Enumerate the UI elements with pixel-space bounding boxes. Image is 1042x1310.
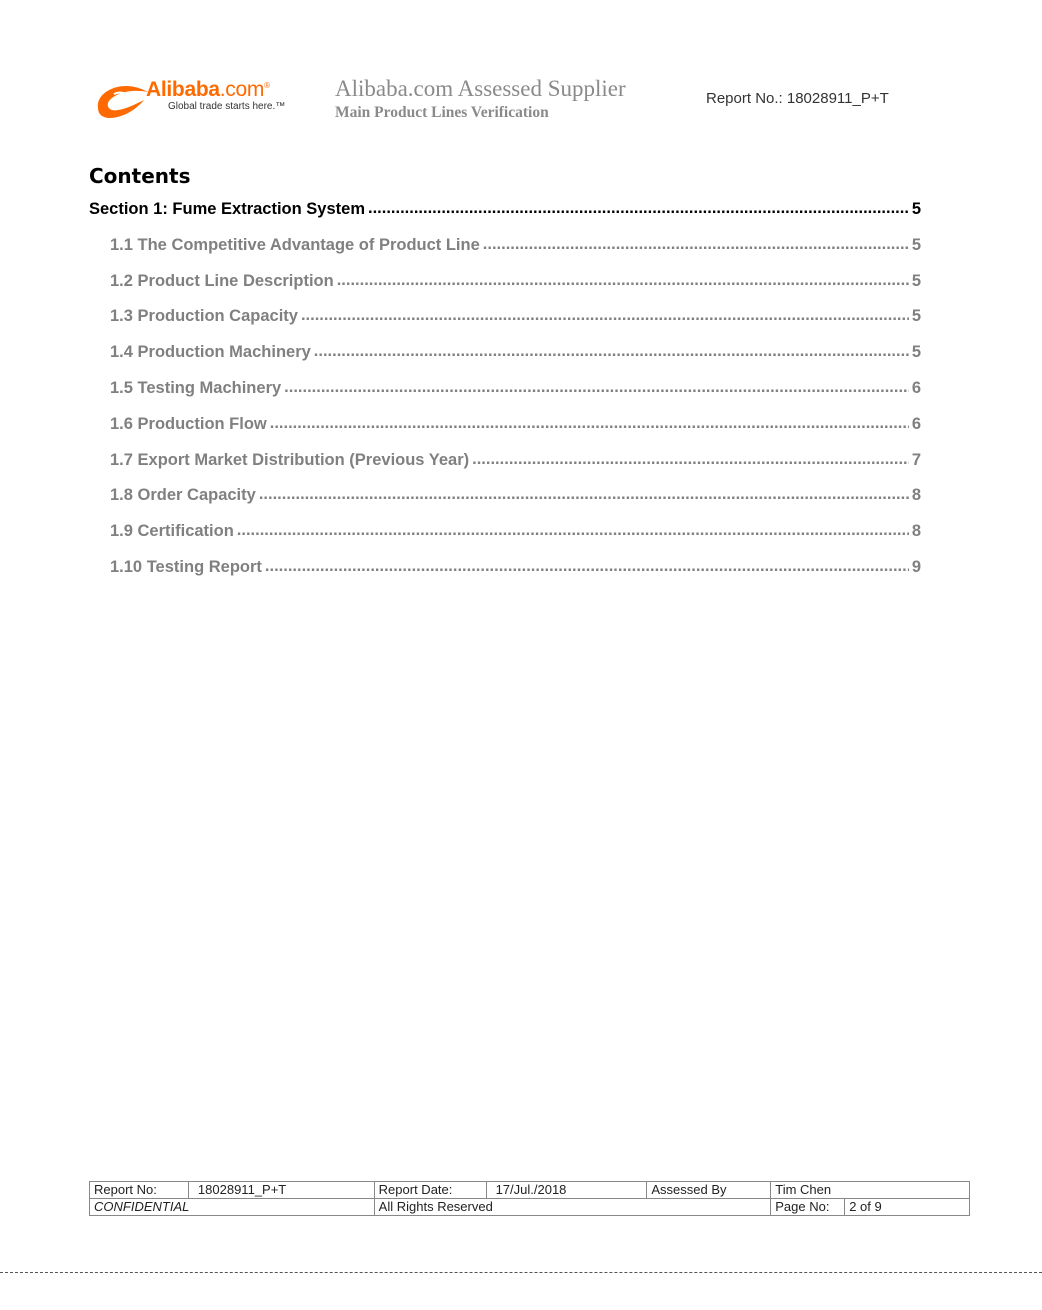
toc-dot-leader xyxy=(314,342,909,361)
toc-dot-leader xyxy=(259,485,909,504)
footer-report-no-value: 18028911_P+T xyxy=(188,1182,374,1199)
toc-entry-label: 1.3 Production Capacity xyxy=(110,307,298,326)
toc-entry-page: 5 xyxy=(911,307,921,326)
footer-table xyxy=(89,1181,970,1216)
toc-entry[interactable] xyxy=(89,200,921,236)
contents-heading: Contents xyxy=(89,164,191,188)
toc-entry-label: 1.8 Order Capacity xyxy=(110,486,256,505)
report-number: Report No.: 18028911_P+T xyxy=(706,90,889,107)
toc-entry-label: 1.6 Production Flow xyxy=(110,414,267,433)
page-bottom-rule xyxy=(0,1272,1042,1273)
toc-dot-leader xyxy=(270,414,909,433)
toc-entry-page: 7 xyxy=(911,450,921,469)
toc-dot-leader xyxy=(337,271,909,290)
toc-entry-label: 1.9 Certification xyxy=(110,522,234,541)
toc-dot-leader xyxy=(483,235,909,254)
toc-dot-leader xyxy=(368,199,909,218)
toc-dot-leader xyxy=(265,557,909,576)
toc-entry-page: 8 xyxy=(911,522,921,541)
logo-tagline: Global trade starts here.™ xyxy=(168,101,286,112)
footer-report-date-value: 17/Jul./2018 xyxy=(486,1182,647,1199)
toc-entry-label: 1.1 The Competitive Advantage of Product Line xyxy=(110,235,480,254)
toc-entry[interactable] xyxy=(89,307,921,343)
toc-entry-label: 1.10 Testing Report xyxy=(110,557,262,576)
toc-entry[interactable] xyxy=(89,522,921,558)
footer-page-no-label: Page No: xyxy=(771,1199,845,1216)
toc-entry[interactable] xyxy=(89,486,921,522)
toc-entry-page: 6 xyxy=(911,378,921,397)
footer-page-no-value: 2 of 9 xyxy=(845,1199,970,1216)
toc-entry-page: 5 xyxy=(911,235,921,254)
footer-assessed-by-label: Assessed By xyxy=(647,1182,771,1199)
toc-entry-label: 1.2 Product Line Description xyxy=(110,271,334,290)
toc-entry[interactable] xyxy=(89,272,921,308)
footer-report-no-label: Report No: xyxy=(90,1182,189,1199)
toc-entry[interactable] xyxy=(89,236,921,272)
footer-report-date-label: Report Date: xyxy=(374,1182,486,1199)
toc-entry-page: 8 xyxy=(911,486,921,505)
document-subtitle: Main Product Lines Verification xyxy=(335,104,549,121)
toc-entry-page: 5 xyxy=(911,271,921,290)
footer-confidential: CONFIDENTIAL xyxy=(90,1199,375,1216)
footer-row xyxy=(90,1182,970,1199)
document-title: Alibaba.com Assessed Supplier xyxy=(335,76,626,101)
toc-entry[interactable] xyxy=(89,558,921,594)
toc-entry[interactable] xyxy=(89,379,921,415)
toc-entry-label: 1.5 Testing Machinery xyxy=(110,378,282,397)
toc-dot-leader xyxy=(284,378,909,397)
toc-entry[interactable] xyxy=(89,343,921,379)
toc-entry-page: 9 xyxy=(911,557,921,576)
toc-entry-page: 6 xyxy=(911,414,921,433)
toc-dot-leader xyxy=(472,450,909,469)
alibaba-smile-icon xyxy=(92,78,152,122)
footer-assessed-by-value: Tim Chen xyxy=(771,1182,970,1199)
alibaba-logo xyxy=(92,78,312,126)
logo-wordmark: Alibaba.com® xyxy=(146,78,270,101)
toc-entry-label: 1.7 Export Market Distribution (Previous Year) xyxy=(110,450,470,469)
footer-rights: All Rights Reserved xyxy=(374,1199,771,1216)
toc-dot-leader xyxy=(237,521,909,540)
toc-entry-page: 5 xyxy=(911,343,921,362)
toc-entry-label: 1.4 Production Machinery xyxy=(110,343,311,362)
toc-dot-leader xyxy=(301,306,909,325)
table-of-contents xyxy=(89,200,921,594)
toc-entry[interactable] xyxy=(89,415,921,451)
footer-row xyxy=(90,1199,970,1216)
toc-entry[interactable] xyxy=(89,451,921,487)
toc-entry-label: Section 1: Fume Extraction System xyxy=(89,200,365,218)
toc-entry-page: 5 xyxy=(911,200,921,218)
